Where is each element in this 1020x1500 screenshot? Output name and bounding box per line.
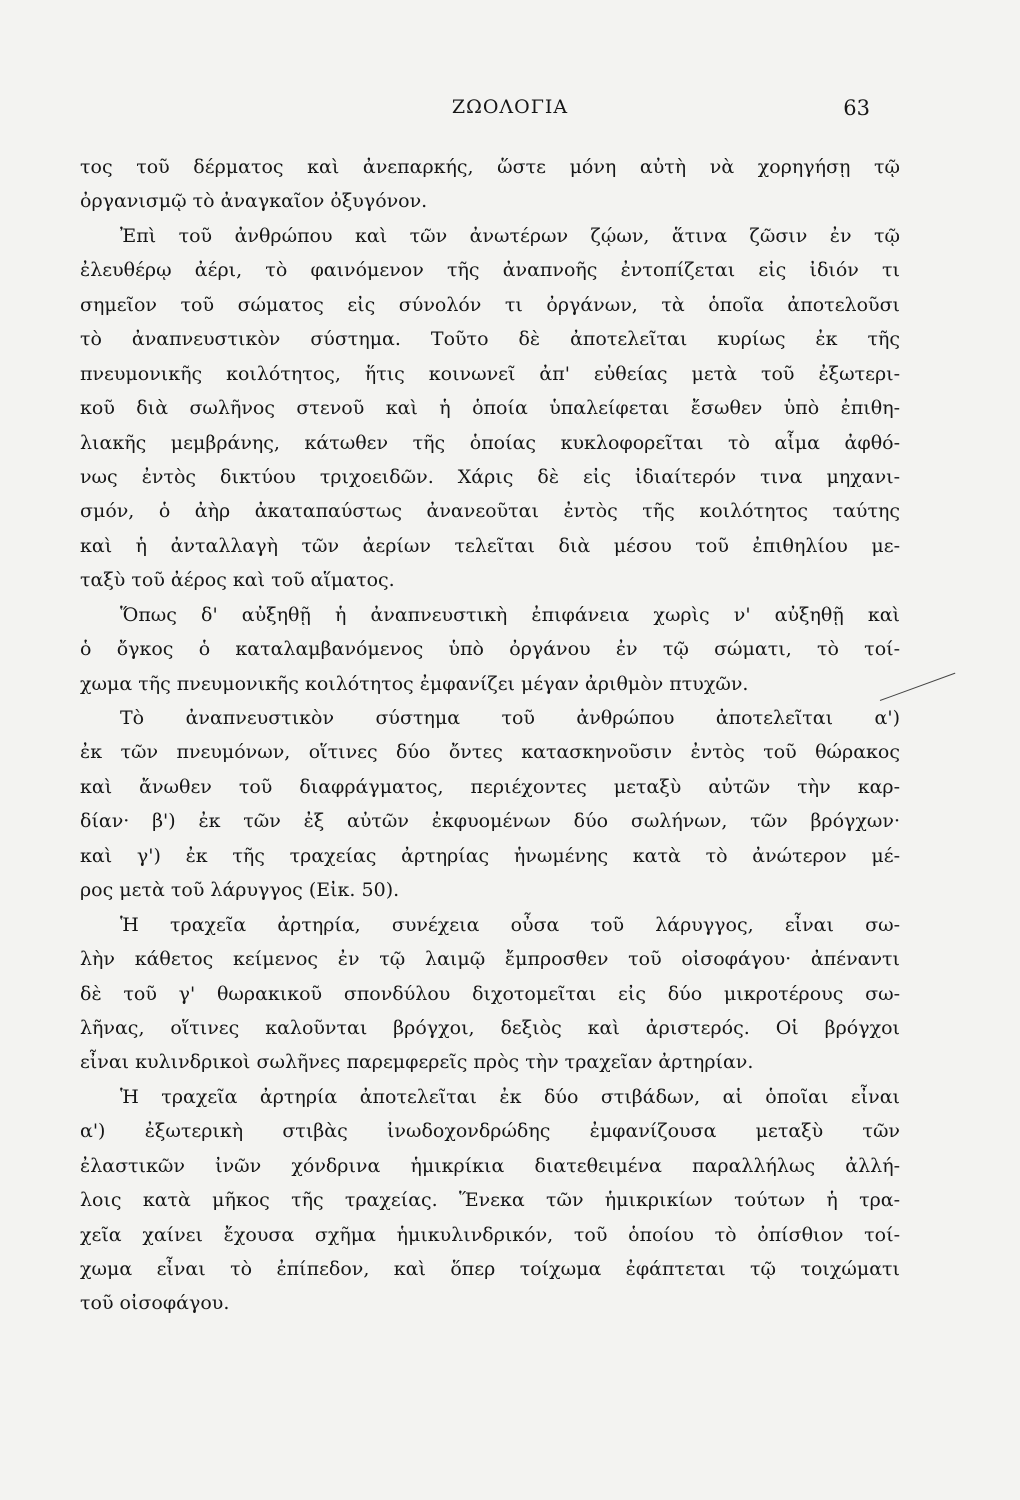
text-line: ἐλευθέρῳ ἀέρι, τὸ φαινόμενον τῆς ἀναπνοῆς ἐντοπίζεται εἰς ἰδιόν τι: [80, 259, 900, 282]
text-line: τοῦ οἰσοφάγου.: [80, 1292, 230, 1315]
text-line: ἐλαστικῶν ἰνῶν χόνδρινα ἡμικρίκια διατεθειμένα παραλλήλως ἀλλή-: [80, 1154, 900, 1177]
text-line: λῆνας, οἵτινες καλοῦνται βρόγχοι, δεξιὸς καὶ ἀριστερός. Οἱ βρόγχοι: [80, 1016, 900, 1039]
text-line: σημεῖον τοῦ σώματος εἰς σύνολόν τι ὀργάνων, τὰ ὁποῖα ἀποτελοῦσι: [80, 293, 900, 316]
text-line: χωμα τῆς πνευμονικῆς κοιλότητος ἐμφανίζει μέγαν ἀριθμὸν πτυχῶν.: [80, 672, 749, 695]
text-line: καὶ γ') ἐκ τῆς τραχείας ἀρτηρίας ἡνωμένης κατὰ τὸ ἀνώτερον μέ-: [80, 844, 900, 867]
text-line: καὶ ἄνωθεν τοῦ διαφράγματος, περιέχοντες μεταξὺ αὐτῶν τὴν καρ-: [80, 775, 900, 798]
text-line: δίαν· β') ἐκ τῶν ἐξ αὐτῶν ἐκφυομένων δύο σωλήνων, τῶν βρόγχων·: [80, 810, 900, 833]
text-line: κοῦ διὰ σωλῆνος στενοῦ καὶ ἡ ὁποία ὑπαλείφεται ἔσωθεν ὑπὸ ἐπιθη-: [80, 397, 900, 420]
text-line: σμόν, ὁ ἀὴρ ἀκαταπαύστως ἀνανεοῦται ἐντὸς τῆς κοιλότητος ταύτης: [80, 500, 900, 523]
text-line: λοις κατὰ μῆκος τῆς τραχείας. Ἕνεκα τῶν ἡμικρικίων τούτων ἡ τρα-: [80, 1189, 900, 1212]
text-line: λιακῆς μεμβράνης, κάτωθεν τῆς ὁποίας κυκλοφορεῖται τὸ αἷμα ἀφθό-: [80, 431, 900, 454]
text-line: νως ἐντὸς δικτύου τριχοειδῶν. Χάρις δὲ εἰς ἰδιαίτερόν τινα μηχανι-: [80, 465, 900, 488]
text-line: τος τοῦ δέρματος καὶ ἀνεπαρκής, ὥστε μόνη αὐτὴ νὰ χορηγήσῃ τῷ: [80, 156, 900, 178]
page-header: [0, 96, 1020, 136]
text-line: Ἡ τραχεῖα ἀρτηρία ἀποτελεῖται ἐκ δύο στιβάδων, αἱ ὁποῖαι εἶναι: [120, 1085, 900, 1108]
text-line: Ἡ τραχεῖα ἀρτηρία, συνέχεια οὖσα τοῦ λάρυγγος, εἶναι σω-: [120, 913, 900, 936]
text-line: λὴν κάθετος κείμενος ἐν τῷ λαιμῷ ἔμπροσθεν τοῦ οἰσοφάγου· ἀπέναντι: [80, 948, 900, 971]
running-head: ΖΩΟΛΟΓΙΑ: [451, 96, 569, 118]
text-line: χεῖα χαίνει ἔχουσα σχῆμα ἡμικυλινδρικόν, τοῦ ὁποίου τὸ ὀπίσθιον τοί-: [80, 1223, 900, 1246]
text-line: Ἐπὶ τοῦ ἀνθρώπου καὶ τῶν ἀνωτέρων ζῴων, ἅτινα ζῶσιν ἐν τῷ: [120, 224, 900, 247]
text-line: ρος μετὰ τοῦ λάρυγγος (Εἰκ. 50).: [80, 879, 400, 902]
text-line: ὀργανισμῷ τὸ ἀναγκαῖον ὀξυγόνον.: [80, 190, 428, 213]
text-line: χωμα εἶναι τὸ ἐπίπεδον, καὶ ὅπερ τοίχωμα ἐφάπτεται τῷ τοιχώματι: [80, 1258, 900, 1280]
text-line: Ὅπως δ' αὐξηθῇ ἡ ἀναπνευστικὴ ἐπιφάνεια χωρὶς ν' αὐξηθῇ καὶ: [120, 603, 900, 626]
text-line: ἐκ τῶν πνευμόνων, οἵτινες δύο ὄντες κατασκηνοῦσιν ἐντὸς τοῦ θώρακος: [80, 741, 900, 764]
page-number: 63: [843, 96, 870, 120]
text-line: ὁ ὄγκος ὁ καταλαμβανόμενος ὑπὸ ὀργάνου ἐν τῷ σώματι, τὸ τοί-: [80, 638, 900, 661]
text-line: α') ἐξωτερικὴ στιβὰς ἰνωδοχονδρώδης ἐμφανίζουσα μεταξὺ τῶν: [80, 1120, 900, 1143]
text-line: ταξὺ τοῦ ἀέρος καὶ τοῦ αἵματος.: [80, 569, 395, 592]
text-line: τὸ ἀναπνευστικὸν σύστημα. Τοῦτο δὲ ἀποτελεῖται κυρίως ἐκ τῆς: [80, 328, 900, 351]
text-line: πνευμονικῆς κοιλότητος, ἥτις κοινωνεῖ ἀπ' εὐθείας μετὰ τοῦ ἐξωτερι-: [80, 362, 900, 385]
body-text: [80, 150, 900, 1321]
text-line: Τὸ ἀναπνευστικὸν σύστημα τοῦ ἀνθρώπου ἀποτελεῖται α'): [120, 707, 900, 729]
text-line: δὲ τοῦ γ' θωρακικοῦ σπονδύλου διχοτομεῖται εἰς δύο μικροτέρους σω-: [80, 982, 900, 1005]
text-line: εἶναι κυλινδρικοὶ σωλῆνες παρεμφερεῖς πρὸς τὴν τραχεῖαν ἀρτηρίαν.: [80, 1051, 754, 1074]
text-line: καὶ ἡ ἀνταλλαγὴ τῶν ἀερίων τελεῖται διὰ μέσου τοῦ ἐπιθηλίου με-: [80, 534, 900, 557]
